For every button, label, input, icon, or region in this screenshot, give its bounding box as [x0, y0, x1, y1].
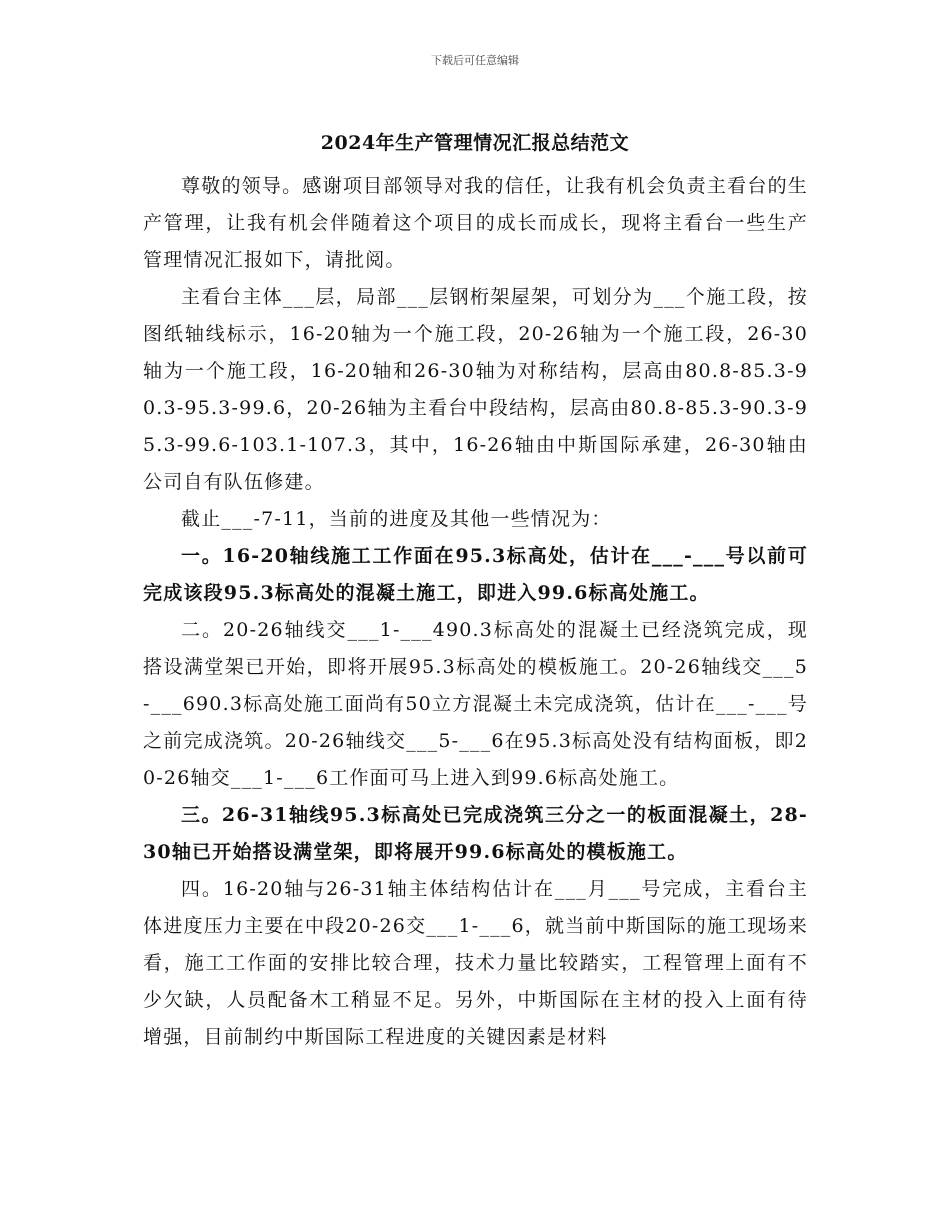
- paragraph-progress-intro: 截止___-7-11，当前的进度及其他一些情况为：: [181, 508, 612, 530]
- paragraph-item-2: 二。20-26轴线交___1-___490.3标高处的混凝土已经浇筑完成，现搭设满堂架已开始，即将开展95.3标高处的模板施工。20-26轴线交___5-___690.3标高处施工面尚有50立方混凝土未完成浇筑，估计在___-___号之前完成浇筑。20-26轴线交___5-___6在95.3标高处没有结构面板，即20-26轴交___1-___6工作面可马上进入到99.6标高处施工。: [143, 619, 808, 789]
- document-body: [143, 168, 808, 1056]
- paragraph-item-4: 四。16-20轴与26-31轴主体结构估计在___月___号完成，主看台主体进度压力主要在中段20-26交___1-___6，就当前中斯国际的施工现场来看，施工工作面的安排比较合理，技术力量比较踏实，工程管理上面有不少欠缺，人员配备木工稍显不足。另外，中斯国际在主材的投入上面有待增强，目前制约中斯国际工程进度的关键因素是材料: [143, 878, 808, 1048]
- paragraph-item-3: 三。26-31轴线95.3标高处已完成浇筑三分之一的板面混凝土，28-30轴已开始搭设满堂架，即将展开99.6标高处的模板施工。: [143, 804, 808, 863]
- paragraph-structure-overview: 主看台主体___层，局部___层钢桁架屋架，可划分为___个施工段，按图纸轴线标示，16-20轴为一个施工段，20-26轴为一个施工段，26-30轴为一个施工段，16-20轴和26-30轴为对称结构，层高由80.8-85.3-90.3-95.3-99.6，20-26轴为主看台中段结构，层高由80.8-85.3-90.3-95.3-99.6-103.1-107.3，其中，16-26轴由中斯国际承建，26-30轴由公司自有队伍修建。: [143, 286, 808, 493]
- document-title: 2024年生产管理情况汇报总结范文: [320, 132, 630, 154]
- paragraph-greeting: 尊敬的领导。感谢项目部领导对我的信任，让我有机会负责主看台的生产管理，让我有机会伴随着这个项目的成长而成长，现将主看台一些生产管理情况汇报如下，请批阅。: [143, 175, 808, 271]
- page-header-note: 下载后可任意编辑: [431, 54, 519, 67]
- paragraph-item-1: 一。16-20轴线施工工作面在95.3标高处，估计在___-___号以前可完成该段95.3标高处的混凝土施工，即进入99.6标高处施工。: [143, 545, 808, 604]
